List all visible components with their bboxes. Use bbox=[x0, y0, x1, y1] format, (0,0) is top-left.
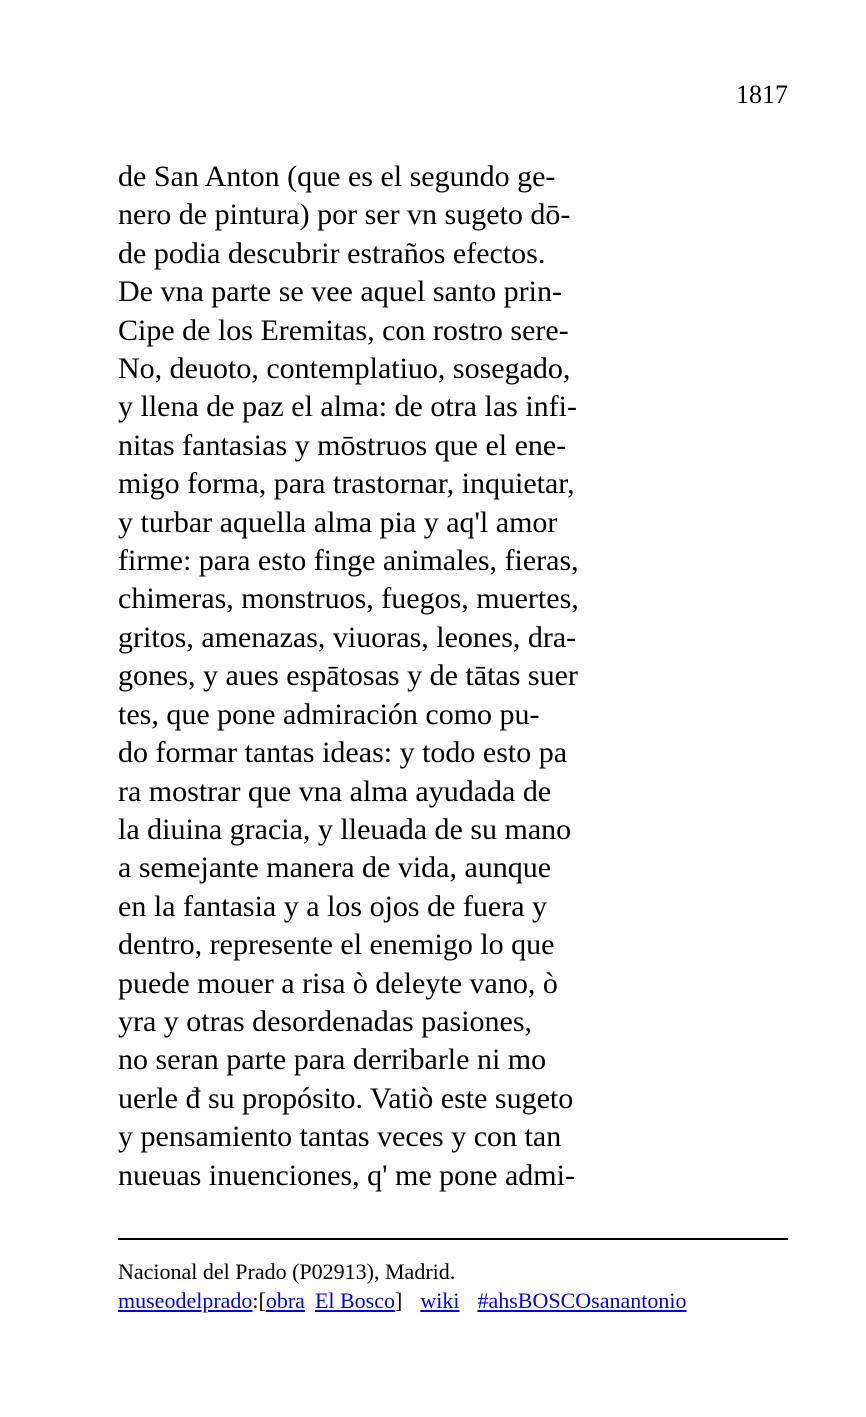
text-line: no seran parte para derribarle ni mo bbox=[118, 1043, 547, 1077]
text-line: a semejante manera de vida, aunque bbox=[118, 851, 552, 885]
museodelprado-link[interactable]: museodelprado bbox=[118, 1288, 253, 1313]
text-line: en la fantasia y a los ojos de fuera y bbox=[118, 889, 548, 923]
text-line: do formar tantas ideas: y todo esto pa bbox=[118, 736, 568, 770]
footnote-links bbox=[118, 1286, 686, 1315]
footnote-bracket-close: ] bbox=[395, 1288, 403, 1313]
text-line: nueuas inuenciones, q' me pone admi- bbox=[118, 1158, 575, 1192]
text-line: No, deuoto, contemplatiuo, sosegado, bbox=[118, 352, 571, 386]
hashtag-link[interactable]: #ahsBOSCOsanantonio bbox=[477, 1288, 687, 1313]
text-line: tes, que pone admiración como pu- bbox=[118, 697, 540, 731]
text-line: de San Anton (que es el segundo ge- bbox=[118, 160, 556, 193]
text-line: gones, y aues espātosas y de tātas suer bbox=[118, 659, 578, 693]
text-line: puede mouer a risa ò deleyte vano, ò bbox=[118, 966, 558, 1000]
text-line: De vna parte se vee aquel santo prin- bbox=[118, 275, 562, 309]
text-line: gritos, amenazas, viuoras, leones, dra- bbox=[118, 620, 577, 654]
text-line: la diuina gracia, y lleuada de su mano bbox=[118, 812, 572, 846]
text-line: dentro, represente el enemigo lo que bbox=[118, 928, 555, 962]
text-line: y llena de paz el alma: de otra las infi- bbox=[118, 390, 577, 424]
el-bosco-link[interactable]: El Bosco bbox=[314, 1288, 396, 1313]
text-line: chimeras, monstruos, fuegos, muertes, bbox=[118, 582, 579, 616]
text-line: y pensamiento tantas veces y con tan bbox=[118, 1120, 562, 1154]
text-line: y turbar aquella alma pia y aq'l amor bbox=[118, 505, 558, 539]
text-line: nitas fantasias y mōstruos que el ene- bbox=[118, 428, 567, 462]
text-line: migo forma, para trastornar, inquietar, bbox=[118, 467, 575, 501]
text-line: de podia descubrir estraños efectos. bbox=[118, 236, 546, 270]
text-line: yra y otras desordenadas pasiones, bbox=[118, 1004, 533, 1038]
page-number: 1817 bbox=[736, 80, 788, 109]
text-line: uerle đ su propósito. Vatiò este sugeto bbox=[118, 1081, 574, 1115]
text-line: Cipe de los Eremitas, con rostro sere- bbox=[118, 313, 569, 347]
wiki-link[interactable]: wiki bbox=[420, 1288, 460, 1313]
obra-link[interactable]: obra bbox=[265, 1288, 305, 1313]
footnote-bracket-open: :[ bbox=[252, 1288, 266, 1313]
text-line: nero de pintura) por ser vn sugeto dō- bbox=[118, 198, 571, 232]
footnote-text: Nacional del Prado (P02913), Madrid. bbox=[118, 1259, 456, 1284]
text-line: firme: para esto finge animales, fieras, bbox=[118, 544, 579, 578]
footnote bbox=[118, 1257, 686, 1315]
body-text bbox=[118, 158, 758, 1195]
text-line: ra mostrar que vna alma ayudada de bbox=[118, 774, 552, 808]
footnote-divider bbox=[118, 1238, 788, 1240]
